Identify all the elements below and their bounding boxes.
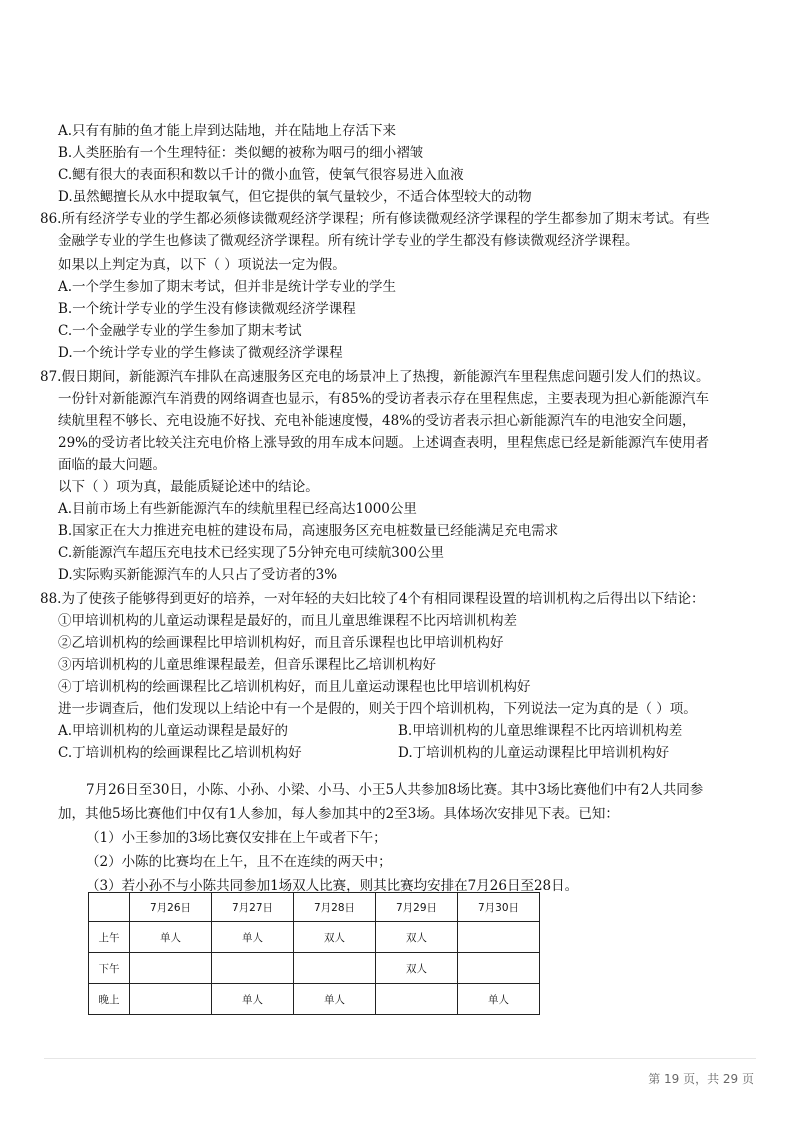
q87-stem-line-2: 一份针对新能源汽车消费的网络调查也显示，有85%的受访者表示存在里程焦虑，主要表现为担心新能源汽车	[58, 391, 710, 407]
q86-question: 如果以上判定为真，以下（ ）项说法一定为假。	[58, 257, 346, 273]
q88-option-b: B.甲培训机构的儿童思维课程不比丙培训机构差	[398, 723, 683, 739]
table-cell: 双人	[294, 922, 376, 953]
q87-stem-line-3: 续航里程不够长、充电设施不好找、充电补能速度慢，48%的受访者表示担心新能源汽车的电池安全问题，	[58, 413, 696, 429]
intro-line-2: 加，其他5场比赛他们中仅有1人参加，每人参加其中的2至3场。具体场次安排见下表。已知：	[58, 806, 619, 822]
table-header-cell: 7月29日	[376, 893, 458, 922]
q88-option-a: A.甲培训机构的儿童运动课程是最好的	[58, 723, 289, 739]
q87-stem-line-1: 87.假日期间，新能源汽车排队在高速服务区充电的场景冲上了热搜，新能源汽车里程焦虑问题引发人们的热议。	[40, 369, 710, 385]
q85-option-d: D.虽然鳃擅长从水中提取氧气，但它提供的氧气量较少，不适合体型较大的动物	[58, 189, 532, 205]
table-row-label: 上午	[89, 922, 130, 953]
q85-option-b: B.人类胚胎有一个生理特征：类似鳃的被称为咽弓的细小褶皱	[58, 145, 424, 161]
table-row-label: 晚上	[89, 984, 130, 1015]
q88-stem: 88.为了使孩子能够得到更好的培养，一对年轻的夫妇比较了4个有相同课程设置的培训机构之后得出以下结论：	[40, 591, 705, 607]
table-cell: 单人	[212, 922, 294, 953]
q87-option-c: C.新能源汽车超压充电技术已经实现了5分钟充电可续航300公里	[58, 545, 444, 561]
q86-option-b: B.一个统计学专业的学生没有修读微观经济学课程	[58, 301, 356, 317]
table-cell: 单人	[212, 984, 294, 1015]
table-header-cell	[89, 893, 130, 922]
table-header-cell: 7月27日	[212, 893, 294, 922]
q85-option-c: C.鳃有很大的表面积和数以千计的微小血管，使氧气很容易进入血液	[58, 167, 464, 183]
table-cell	[130, 953, 212, 984]
q87-option-b: B.国家正在大力推进充电桩的建设布局，高速服务区充电桩数量已经能满足充电需求	[58, 523, 559, 539]
q86-option-d: D.一个统计学专业的学生修读了微观经济学课程	[58, 345, 343, 361]
q86-option-a: A.一个学生参加了期末考试，但并非是统计学专业的学生	[58, 279, 397, 295]
table-cell: 双人	[376, 953, 458, 984]
q88-statement-1: ①甲培训机构的儿童运动课程是最好的，而且儿童思维课程不比丙培训机构差	[58, 613, 517, 629]
intro-condition-1: （1）小王参加的3场比赛仅安排在上午或者下午；	[86, 830, 387, 846]
q88-option-d: D.丁培训机构的儿童运动课程比甲培训机构好	[398, 745, 670, 761]
table-row	[89, 953, 540, 984]
table-header-cell: 7月28日	[294, 893, 376, 922]
schedule-table	[88, 892, 540, 1015]
footer-divider	[44, 1058, 756, 1059]
q87-question: 以下（ ）项为真，最能质疑论述中的结论。	[58, 479, 319, 495]
table-cell: 单人	[294, 984, 376, 1015]
q87-stem-line-4: 29%的受访者比较关注充电价格上涨导致的用车成本问题。上述调查表明，里程焦虑已经是新能源汽车使用者	[58, 435, 710, 451]
table-row	[89, 922, 540, 953]
intro-condition-3: （3）若小孙不与小陈共同参加1场双人比赛，则其比赛均安排在7月26日至28日。	[86, 878, 579, 894]
table-cell	[458, 922, 540, 953]
q86-stem-line-1: 86.所有经济学专业的学生都必须修读微观经济学课程；所有修读微观经济学课程的学生都参加了期末考试。有些	[40, 211, 710, 227]
table-cell: 单人	[130, 922, 212, 953]
table-cell	[130, 984, 212, 1015]
q86-option-c: C.一个金融学专业的学生参加了期末考试	[58, 323, 302, 339]
q85-option-a: A.只有有肺的鱼才能上岸到达陆地，并在陆地上存活下来	[58, 123, 397, 139]
table-header-cell: 7月26日	[130, 893, 212, 922]
q88-statement-3: ③丙培训机构的儿童思维课程最差，但音乐课程比乙培训机构好	[58, 657, 436, 673]
table-cell	[294, 953, 376, 984]
table-row-label: 下午	[89, 953, 130, 984]
q88-option-c: C.丁培训机构的绘画课程比乙培训机构好	[58, 745, 302, 761]
q88-question: 进一步调查后，他们发现以上结论中有一个是假的，则关于四个培训机构，下列说法一定为真的是（ ）项。	[58, 701, 697, 717]
q87-option-d: D.实际购买新能源汽车的人只占了受访者的3%	[58, 567, 338, 583]
intro-line-1: 7月26日至30日，小陈、小孙、小梁、小马、小王5人共参加8场比赛。其中3场比赛他们中有2人共同参	[86, 782, 704, 798]
table-header-cell: 7月30日	[458, 893, 540, 922]
page-number: 第 19 页，共 29 页	[648, 1072, 754, 1086]
table-cell: 双人	[376, 922, 458, 953]
q88-statement-2: ②乙培训机构的绘画课程比甲培训机构好，而且音乐课程也比甲培训机构好	[58, 635, 504, 651]
q88-statement-4: ④丁培训机构的绘画课程比乙培训机构好，而且儿童运动课程也比甲培训机构好	[58, 679, 531, 695]
q87-stem-line-5: 面临的最大问题。	[58, 457, 166, 473]
table-row	[89, 984, 540, 1015]
q87-option-a: A.目前市场上有些新能源汽车的续航里程已经高达1000公里	[58, 501, 417, 517]
table-cell	[376, 984, 458, 1015]
table-header-row	[89, 893, 540, 922]
q86-stem-line-2: 金融学专业的学生也修读了微观经济学课程。所有统计学专业的学生都没有修读微观经济学课程。	[58, 233, 639, 249]
intro-condition-2: （2）小陈的比赛均在上午，且不在连续的两天中；	[86, 854, 392, 870]
table-cell: 单人	[458, 984, 540, 1015]
table-cell	[458, 953, 540, 984]
table-cell	[212, 953, 294, 984]
